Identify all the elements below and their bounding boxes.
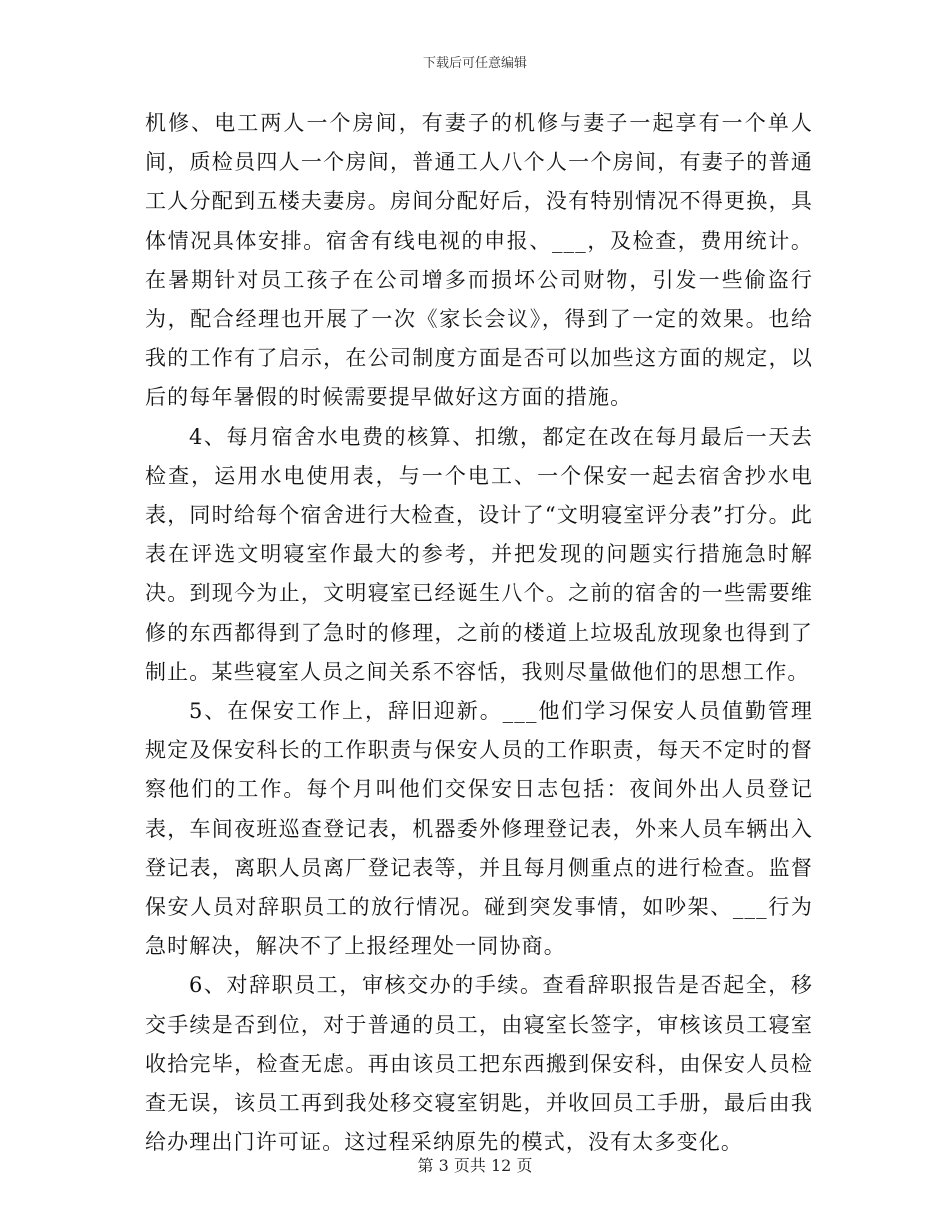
page-header: 下载后可任意编辑 — [422, 56, 527, 71]
paragraph-security-work: 5、在保安工作上，辞旧迎新。___他们学习保安人员值勤管理规定及保安科长的工作职责与保安人员的工作职责，每天不定时的督察他们的工作。每个月叫他们交保安日志包括：夜间外出人员登记表，车间夜班巡查登记表，机器委外修理登记表，外来人员车辆出入登记表，离职人员离厂登记表等，并且每月侧重点的进行检查。监督保安人员对辞职员工的放行情况。碰到突发事情，如吵架、___行为急时解决，解决不了上报经理处一同协商。 — [145, 699, 813, 959]
paragraph-dormitory-allocation: 机修、电工两人一个房间，有妻子的机修与妻子一起享有一个单人间，质检员四人一个房间，普通工人八个人一个房间，有妻子的普通工人分配到五楼夫妻房。房间分配好后，没有特别情况不得更换，具体情况具体安排。宿舍有线电视的申报、___，及检查，费用统计。在暑期针对员工孩子在公司增多而损坏公司财物，引发一些偷盗行为，配合经理也开展了一次《家长会议》，得到了一定的效果。也给我的工作有了启示，在公司制度方面是否可以加些这方面的规定，以后的每年暑假的时候需要提早做好这方面的措施。 — [145, 111, 813, 410]
page-number-footer: 第 3 页共 12 页 — [417, 1156, 533, 1175]
document-body — [145, 104, 813, 1162]
paragraph-utilities-inspection: 4、每月宿舍水电费的核算、扣缴，都定在改在每月最后一天去检查，运用水电使用表，与一个电工、一个保安一起去宿舍抄水电表，同时给每个宿舍进行大检查，设计了“文明寝室评分表”打分。此表在评选文明寝室作最大的参考，并把发现的问题实行措施急时解决。到现今为止，文明寝室已经诞生八个。之前的宿舍的一些需要维修的东西都得到了急时的修理，之前的楼道上垃圾乱放现象也得到了制止。某些寝室人员之间关系不容恬，我则尽量做他们的思想工作。 — [145, 424, 813, 684]
paragraph-resignation-procedures: 6、对辞职员工，审核交办的手续。查看辞职报告是否起全，移交手续是否到位，对于普通的员工，由寝室长签字，审核该员工寝室收拾完毕，检查无虑。再由该员工把东西搬到保安科，由保安人员检查无误，该员工再到我处移交寝室钥匙，并收回员工手册，最后由我给办理出门许可证。这过程采纳原先的模式，没有太多变化。 — [145, 973, 813, 1155]
